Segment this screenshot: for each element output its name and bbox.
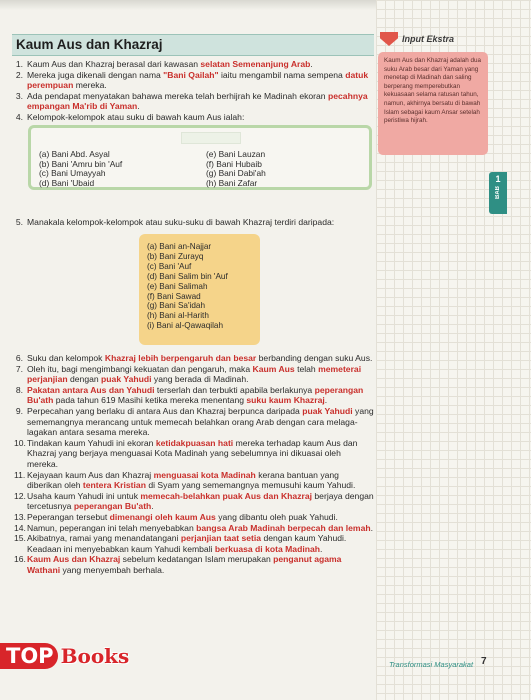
box-header-strip — [181, 132, 241, 144]
text-run: Tindakan kaum Yahudi ini ekoran — [27, 437, 156, 448]
aus-clan-entry: (h) Bani Zafar — [206, 178, 258, 189]
item-text — [27, 554, 374, 575]
list-item — [14, 491, 374, 512]
text-run: Peperangan tersebut — [27, 511, 110, 522]
item-number: 12. — [14, 490, 26, 501]
text-run: Kelompok-kelompok atau suku di bawah kaum Aus ialah: — [27, 111, 245, 122]
khazraj-clan-entry: (a) Bani an-Najjar — [147, 242, 212, 251]
topbooks-watermark-logo — [0, 642, 129, 670]
aus-clan-entry: (c) Bani Umayyah — [39, 168, 106, 179]
item-number: 2. — [15, 69, 23, 80]
list-item — [14, 91, 374, 112]
text-run: . — [370, 522, 373, 533]
text-run: kerana bantuan yang diberikan oleh — [27, 469, 339, 491]
item-text — [27, 364, 374, 385]
item-text — [27, 406, 374, 438]
logo-top-text: TOP — [0, 643, 58, 669]
list-item — [14, 523, 374, 534]
text-run: Kaum Aus dan Khazraj berasal dari kawasan — [27, 59, 201, 69]
item-text — [27, 91, 374, 112]
text-run: Manakala kelompok-kelompok atau suku-suku di bawah Khazraj terdiri daripada: — [27, 217, 335, 227]
page-title: Kaum Aus dan Khazraj — [16, 37, 163, 52]
item-text — [27, 353, 374, 364]
aus-clan-column-left — [39, 150, 122, 189]
aus-clan-entry: (a) Bani Abd. Asyal — [39, 149, 110, 159]
text-run: . — [151, 501, 154, 512]
list-items-6-16 — [14, 353, 374, 575]
khazraj-clan-box — [139, 234, 260, 345]
khazraj-clan-entry: (e) Bani Salimah — [147, 281, 208, 291]
khazraj-clan-entry: (b) Bani Zurayq — [147, 251, 204, 261]
text-run: Namun, peperangan ini telah menyebabkan — [27, 522, 197, 533]
list-item — [14, 512, 374, 523]
bab-word: BAB — [495, 186, 501, 199]
text-run: Usaha kaum Yahudi ini untuk — [27, 490, 141, 501]
highlighted-term: dimenangi oleh kaum Aus — [109, 511, 216, 522]
item-number: 14. — [14, 522, 26, 533]
list-item — [14, 385, 374, 406]
item-number: 7. — [15, 363, 23, 374]
item-text — [27, 470, 374, 491]
text-run: yang sememangnya merancang untuk memecah belahkan orang Arab dengan cara melaga-lagakan antara sesama mereka. — [27, 405, 374, 438]
item-number: 4. — [15, 111, 23, 122]
text-run: Kejayaan kaum Aus dan Khazraj — [27, 469, 154, 480]
item-number: 16. — [14, 554, 26, 565]
page-number: 7 — [481, 656, 487, 667]
item-text — [27, 523, 374, 534]
text-run: Ada pendapat menyatakan bahawa mereka telah berhijrah ke Madinah ekoran — [27, 90, 328, 101]
bab-number: 1 — [495, 174, 501, 184]
list-item-5 — [14, 217, 374, 228]
aus-clan-entry: (d) Bani 'Ubaid — [39, 178, 95, 189]
item-text — [27, 533, 374, 554]
aus-clan-box — [28, 125, 372, 190]
highlighted-term: Kaum Aus — [252, 363, 295, 374]
highlighted-term: bangsa Arab Madinah berpecah dan lemah — [196, 522, 371, 533]
text-run: berbanding dengan suku Aus. — [256, 353, 373, 363]
item-number: 8. — [15, 384, 23, 395]
item-number: 9. — [15, 405, 23, 416]
highlighted-term: perjanjian taat setia — [180, 533, 262, 544]
item-text — [27, 112, 374, 123]
highlighted-term: Kaum Aus dan Khazraj — [27, 554, 121, 565]
list-item — [14, 406, 374, 438]
item-text — [27, 491, 374, 512]
item-number: 3. — [15, 90, 23, 101]
text-run: pada tahun 619 Masihi ketika mereka menentang — [53, 395, 247, 406]
highlighted-term: "Bani Qailah" — [163, 69, 219, 80]
item-number: 10. — [14, 437, 26, 448]
item-text — [27, 385, 374, 406]
item-number: 6. — [15, 353, 23, 363]
footer-chapter-title: Transformasi Masyarakat — [389, 660, 474, 669]
highlighted-term: suku kaum Khazraj — [246, 395, 325, 406]
list-item — [14, 112, 374, 123]
item-number: 15. — [14, 533, 26, 544]
list-item — [14, 438, 374, 470]
text-run: iaitu mengambil nama sempena — [218, 69, 346, 80]
text-run: mereka terhadap kaum Aus dan Khazraj yang berjaya menguasai Kota Madinah yang sebelumnya ini dikuasai oleh mereka. — [27, 437, 358, 469]
khazraj-clan-entry: (d) Bani Salim bin 'Auf — [147, 271, 228, 281]
text-run: Suku dan kelompok — [27, 353, 105, 363]
khazraj-clan-entry: (h) Bani al-Harith — [147, 311, 209, 321]
highlighted-term: peperangan Bu'ath — [27, 384, 364, 406]
input-ekstra-header — [380, 32, 454, 46]
text-run: telah — [294, 363, 319, 374]
khazraj-clan-entry: (g) Bani Sa'idah — [147, 301, 206, 311]
highlighted-term: puak Yahudi — [302, 405, 353, 416]
item-number: 5. — [15, 217, 23, 227]
text-run: sebelum kedatangan Islam merupakan — [120, 554, 274, 565]
text-run: yang menyembah berhala. — [60, 564, 165, 575]
highlighted-term: memeterai perjanjian — [27, 363, 362, 385]
text-run: yang berada di Madinah. — [151, 374, 249, 385]
item-text — [27, 512, 374, 523]
list-item — [14, 217, 374, 228]
highlighted-term: Pakatan antara Aus dan Yahudi — [27, 384, 155, 395]
highlighted-term: datuk perempuan — [27, 69, 369, 91]
highlighted-term: penganut agama Wathani — [27, 554, 342, 575]
text-run: dengan kaum Yahudi. Keadaan ini menyebabkan kaum Yahudi kembali — [27, 533, 347, 554]
highlighted-term: ketidakpuasan hati — [155, 437, 234, 448]
logo-books-text: Books — [60, 644, 130, 668]
text-run: . — [320, 543, 323, 554]
list-item — [14, 70, 374, 91]
highlighted-term: menguasai kota Madinah — [153, 469, 256, 480]
aus-clan-entry: (g) Bani Dabi'ah — [206, 168, 266, 179]
text-run: Oleh itu, bagi mengimbangi kekuatan dan pengaruh, maka — [27, 363, 253, 374]
item-text — [27, 217, 374, 228]
highlighted-term: memecah-belahkan puak Aus dan Khazraj — [140, 490, 313, 501]
item-text — [27, 70, 374, 91]
list-item — [14, 364, 374, 385]
aus-clan-entry: (f) Bani Hubaib — [206, 158, 262, 169]
list-items-1-4 — [14, 59, 374, 123]
list-item — [14, 554, 374, 575]
text-run: . — [324, 395, 328, 406]
highlighted-term: pecahnya empangan Ma'rib di Yaman — [27, 90, 368, 112]
highlighted-term: Khazraj lebih berpengaruh dan besar — [104, 353, 257, 363]
bab-tab — [489, 172, 507, 214]
aus-clan-entry: (b) Bani 'Amru bin 'Auf — [39, 158, 123, 169]
khazraj-clan-entry: (f) Bani Sawad — [147, 291, 201, 301]
text-run: Perpecahan yang berlaku di antara Aus dan Khazraj berpunca daripada — [27, 405, 303, 416]
highlighted-term: selatan Semenanjung Arab — [200, 59, 311, 69]
item-text — [27, 59, 374, 70]
list-item — [14, 533, 374, 554]
item-text — [27, 438, 374, 470]
list-item — [14, 470, 374, 491]
highlighted-term: puak Yahudi — [101, 374, 152, 385]
text-run: dengan — [67, 374, 102, 385]
khazraj-clan-entry: (c) Bani 'Auf — [147, 261, 192, 271]
list-item — [14, 59, 374, 70]
item-number: 13. — [14, 511, 26, 522]
highlighted-term: peperangan Bu'ath — [73, 501, 152, 512]
text-run: di Syam yang sememangnya memusuhi kaum Yahudi. — [145, 480, 356, 491]
item-number: 1. — [15, 59, 23, 69]
text-run: . — [137, 101, 140, 112]
input-ekstra-note: Kaum Aus dan Khazraj adalah dua suku Arab besar dari Yaman yang menetap di Madinah dan saling berperang memperebutkan kekuasaan selama ratusan tahun, namun, akhirnya bersatu di bawah Islam sebagai kaum Ansar setelah peristiwa hijrah. — [378, 52, 488, 155]
aus-clan-entry: (e) Bani Lauzan — [206, 149, 266, 159]
list-item — [14, 353, 374, 364]
text-run: berjaya dengan tercetusnya — [27, 490, 374, 512]
text-run: yang dibantu oleh puak Yahudi. — [215, 511, 338, 522]
arrow-down-icon — [380, 32, 398, 46]
text-run: Mereka juga dikenali dengan nama — [27, 69, 164, 80]
text-run: . — [310, 59, 313, 69]
text-run: terserlah dan terbukti apabila berlakunya — [154, 384, 315, 395]
text-run: Akibatnya, ramai yang menandatangani — [27, 533, 181, 544]
khazraj-clan-entry: (i) Bani al-Qawaqilah — [147, 321, 223, 331]
text-run: mereka. — [73, 80, 107, 91]
item-number: 11. — [14, 469, 26, 480]
aus-clan-column-right — [206, 150, 266, 189]
input-ekstra-label: Input Ekstra — [402, 34, 455, 44]
highlighted-term: tentera Kristian — [82, 480, 146, 491]
highlighted-term: berkuasa di kota Madinah — [214, 543, 320, 554]
